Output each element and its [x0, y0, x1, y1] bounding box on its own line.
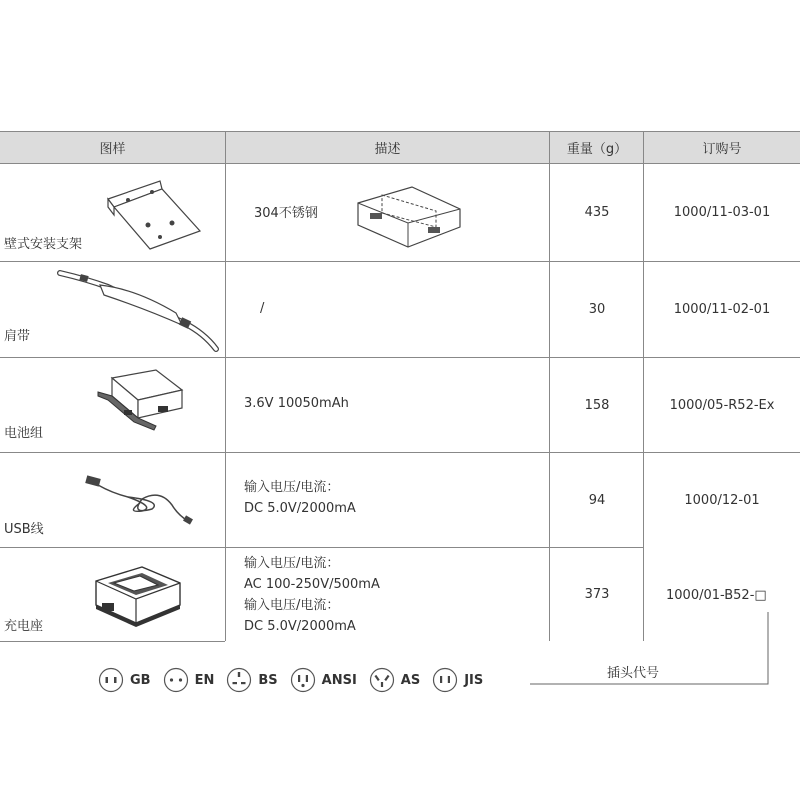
plug-jis-icon [432, 667, 458, 693]
row-weight: 435 [584, 205, 610, 220]
row-weight: 30 [588, 302, 606, 317]
header-description: 描述 [225, 131, 550, 164]
column-divider [225, 131, 226, 641]
bracket-mounted-image [352, 183, 464, 255]
plug-gb-icon [98, 667, 124, 693]
header-order-no: 订购号 [644, 131, 800, 164]
plug-jis [432, 667, 483, 693]
plug-jis-label: JIS [464, 672, 484, 688]
row-weight: 158 [584, 397, 610, 413]
plug-bs-label: BS [258, 672, 278, 688]
row-desc [244, 553, 380, 637]
row-desc-line: AC 100-250V/500mA [244, 577, 380, 592]
row-name: 充电座 [4, 619, 44, 634]
row-name: 电池组 [4, 426, 44, 441]
charging-cradle-image [88, 561, 188, 637]
row-name: USB线 [4, 522, 44, 537]
plug-ansi-icon [290, 667, 316, 693]
row-order-no: 1000/11-03-01 [673, 205, 771, 220]
plug-ansi-label: ANSI [321, 672, 357, 688]
row-order-no: 1000/05-R52-Ex [669, 397, 775, 413]
row-divider [0, 641, 225, 642]
row-desc-line: DC 5.0V/2000mA [244, 619, 356, 634]
row-weight: 94 [588, 492, 606, 508]
shoulder-strap-image [56, 265, 220, 359]
row-order-no: 1000/01-B52-□ [666, 587, 767, 603]
battery-pack-image [94, 368, 186, 436]
plug-as-icon [369, 667, 395, 693]
plug-as-label: AS [400, 672, 421, 688]
row-desc-line: 3.6V 10050mAh [244, 396, 349, 411]
plug-gb-label: GB [130, 672, 151, 688]
header-image: 图样 [0, 131, 225, 164]
plug-en-icon [163, 667, 189, 693]
row-order-no: 1000/12-01 [684, 492, 760, 508]
plug-types-legend [98, 667, 495, 693]
row-desc [244, 477, 356, 519]
row-desc-line: 输入电压/电流： [244, 556, 340, 571]
plug-ansi [290, 667, 357, 693]
plug-as [369, 667, 420, 693]
plug-bs-icon [226, 667, 252, 693]
row-desc-line: / [260, 301, 265, 316]
row-weight: 373 [584, 586, 610, 602]
plug-en [163, 667, 215, 693]
usb-cable-image [82, 471, 198, 531]
plug-en-label: EN [194, 672, 215, 688]
row-desc-line: DC 5.0V/2000mA [244, 501, 356, 516]
row-desc-line: 输入电压/电流： [244, 480, 340, 495]
row-desc-line: 输入电压/电流： [244, 598, 340, 613]
plug-bs [226, 667, 277, 693]
plug-code-label: 插头代号 [607, 666, 660, 681]
row-name: 肩带 [4, 329, 31, 344]
row-desc-line: 304不锈钢 [254, 206, 318, 221]
wall-bracket-image [100, 175, 205, 255]
plug-gb [98, 667, 151, 693]
header-weight: 重量（g） [550, 131, 644, 164]
row-name: 壁式安装支架 [4, 237, 83, 252]
row-divider [0, 547, 644, 548]
row-order-no: 1000/11-02-01 [673, 302, 771, 317]
